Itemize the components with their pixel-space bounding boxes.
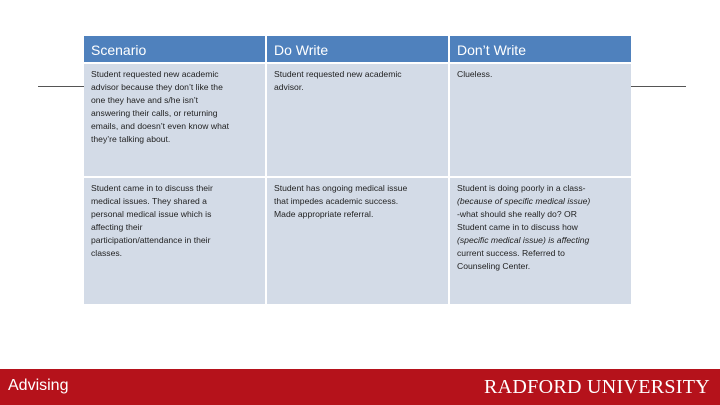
text-line: Student requested new academic [274,69,402,79]
text-line: medical issues. They shared a [91,196,207,206]
text-line: Made appropriate referral. [274,209,374,219]
row-2-scenario [84,178,265,304]
row-2-do-write [267,178,448,304]
text-line: affecting their [91,222,143,232]
footer-bar [0,369,720,405]
text-line: participation/attendance in their [91,235,211,245]
text-line: personal medical issue which is [91,209,212,219]
row-2-dont-write [450,178,631,304]
footer-section-label: Advising [8,377,69,394]
text-line: classes. [91,248,123,258]
text-line: Student came in to discuss how [457,222,578,232]
title-rule-right [628,86,686,87]
text-line: that impedes academic success. [274,196,399,206]
text-line: one they have and s/he isn’t [91,95,199,105]
title-rule-left [38,86,86,87]
text-line: Clueless. [457,69,493,79]
text-line: Student requested new academic [91,69,219,79]
university-wordmark: RADFORD UNIVERSITY [484,376,710,398]
guidance-table [84,36,631,304]
text-line: Student is doing poorly in a class- [457,183,586,193]
text-line: Student has ongoing medical issue [274,183,408,193]
text-line: Student came in to discuss their [91,183,213,193]
text-line: emails, and doesn’t even know what [91,121,230,131]
text-line-italic: (because of specific medical issue) [457,196,591,206]
text-line: advisor because they don’t like the [91,82,223,92]
header-dont-write: Don’t Write [450,36,631,62]
text-line: Counseling Center. [457,261,531,271]
text-line: -what should she really do? OR [457,209,577,219]
text-line: current success. Referred to [457,248,565,258]
header-scenario: Scenario [84,36,265,62]
text-line: advisor. [274,82,304,92]
row-1-do-write [267,64,448,176]
header-do-write: Do Write [267,36,448,62]
row-1-dont-write [450,64,631,176]
text-line: they’re talking about. [91,134,171,144]
row-1-scenario [84,64,265,176]
text-line: answering their calls, or returning [91,108,218,118]
text-line-italic: (specific medical issue) is affecting [457,235,590,245]
